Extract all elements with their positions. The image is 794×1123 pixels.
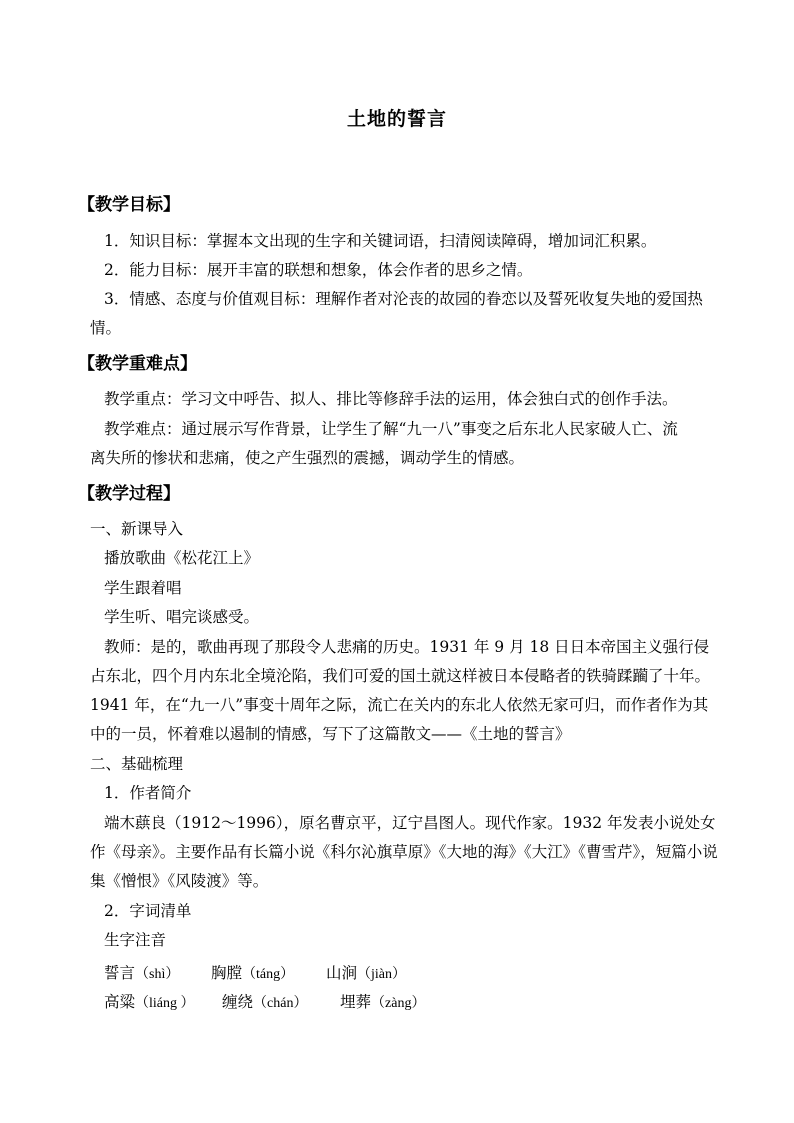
author-line-2: 作《母亲》。主要作品有长篇小说《科尔沁旗草原》《大地的海》《大江》《曹雪芹》，短篇小说 [90, 843, 718, 861]
vocab-item: 埋葬（zàng） [340, 993, 426, 1011]
vocab-item: 山涧（jiàn） [326, 964, 407, 982]
document-title: 土地的誓言 [346, 108, 447, 130]
objective-3: 3．情感、态度与价值观目标：理解作者对沦丧的故园的眷恋以及誓死收复失地的爱国热 [104, 290, 703, 308]
part1-line-7: 中的一员，怀着难以遏制的情感，写下了这篇散文——《土地的誓言》 [90, 725, 571, 743]
author-intro-title: 1．作者简介 [104, 784, 192, 802]
objective-2: 2．能力目标：展开丰富的联想和想象，体会作者的思乡之情。 [104, 261, 533, 279]
vocab-item: 高粱（liáng ） [104, 993, 195, 1011]
part1-line-2: 学生跟着唱 [104, 579, 182, 597]
objective-3-cont: 情。 [90, 319, 122, 337]
process-heading: 【教学过程】 [78, 484, 180, 504]
vocab-item: 缠绕（chán） [222, 993, 308, 1011]
part1-line-5: 占东北，四个月内东北全境沦陷，我们可爱的国土就这样被日本侵略者的铁骑蹂躏了十年。 [90, 667, 711, 685]
vocab-item: 誓言（shì） [104, 964, 180, 982]
key-point-difficulty-cont: 离失所的惨状和悲痛，使之产生强烈的震撼，调动学生的情感。 [90, 449, 525, 467]
part1-title: 一、新课导入 [90, 520, 184, 538]
part1-line-6: 1941 年，在“九一八”事变十周年之际，流亡在关内的东北人依然无家可归，而作者作为其 [90, 696, 709, 714]
vocab-title: 2．字词清单 [104, 902, 192, 920]
vocab-label: 生字注音 [104, 931, 167, 949]
key-points-heading: 【教学重难点】 [78, 354, 197, 374]
objective-1: 1．知识目标：掌握本文出现的生字和关键词语，扫清阅读障碍，增加词汇积累。 [104, 232, 657, 250]
part1-line-4: 教师：是的，歌曲再现了那段令人悲痛的历史。1931 年 9 月 18 日日本帝国主义强行侵 [104, 638, 710, 656]
author-line-1: 端木蕻良（1912～1996），原名曹京平，辽宁昌图人。现代作家。1932 年发表小说处女 [104, 814, 716, 832]
objectives-heading: 【教学目标】 [78, 195, 180, 215]
author-line-3: 集《憎恨》《风陵渡》等。 [90, 872, 269, 890]
part2-title: 二、基础梳理 [90, 755, 184, 773]
key-point-difficulty: 教学难点：通过展示写作背景，让学生了解“九一八”事变之后东北人民家破人亡、流 [104, 420, 678, 438]
vocab-item: 胸膛（táng） [211, 964, 295, 982]
part1-line-1: 播放歌曲《松花江上》 [104, 549, 260, 567]
part1-line-3: 学生听、唱完谈感受。 [104, 608, 260, 626]
key-point-focus: 教学重点：学习文中呼告、拟人、排比等修辞手法的运用，体会独白式的创作手法。 [104, 390, 678, 408]
